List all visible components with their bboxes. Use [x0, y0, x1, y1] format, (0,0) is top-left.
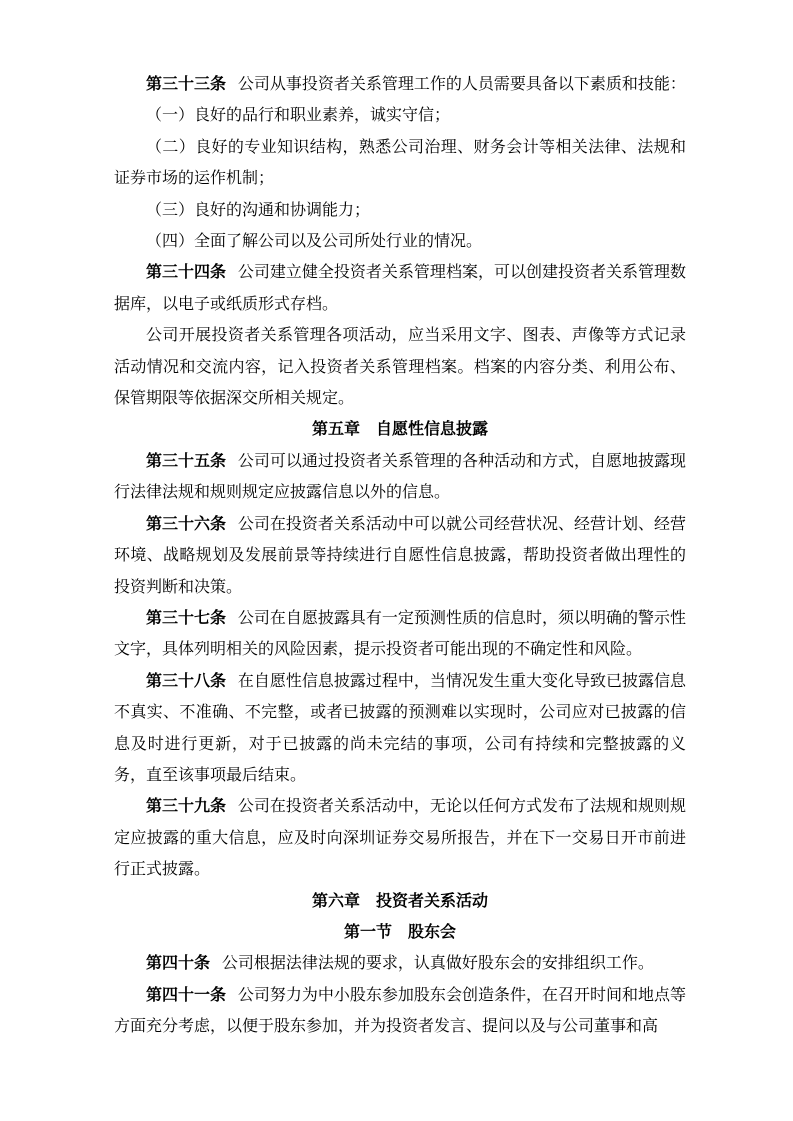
- article-41-text: 公司努力为中小股东参加股东会创造条件，在召开时间和地点等方面充分考虑，以便于股东参加，并为投资者发言、提问以及与公司董事和高: [114, 986, 686, 1036]
- article-33-item-4: [114, 226, 686, 257]
- article-39-number: 第三十九条: [146, 798, 227, 816]
- article-35-number: 第三十五条: [146, 452, 227, 470]
- article-33-number: 第三十三条: [146, 76, 227, 93]
- article-41-paragraph: [114, 980, 686, 1043]
- article-35-paragraph: [114, 446, 686, 509]
- article-37-number: 第三十七条: [146, 609, 227, 627]
- article-34-paragraph-2-text: 公司开展投资者关系管理各项活动，应当采用文字、图表、声像等方式记录活动情况和交流内容，记入投资者关系管理档案。档案的内容分类、利用公布、保管期限等依据深交所相关规定。: [114, 327, 686, 408]
- article-34-paragraph-2: [114, 320, 686, 414]
- article-34-paragraph: [114, 257, 686, 320]
- article-33-item-2: [114, 132, 686, 195]
- article-34-number: 第三十四条: [146, 264, 227, 282]
- article-33-item-1-text: （一）良好的品行和职业素养，诚实守信；: [146, 107, 451, 125]
- article-33-paragraph: [114, 69, 686, 100]
- article-33-text: 公司从事投资者关系管理工作的人员需要具备以下素质和技能：: [237, 76, 686, 93]
- article-38-paragraph: [114, 666, 686, 792]
- article-33-item-1: [114, 100, 686, 131]
- article-36-number: 第三十六条: [146, 515, 227, 533]
- article-36-text: 公司在投资者关系活动中可以就公司经营状况、经营计划、经营环境、战略规划及发展前景等持续进行自愿性信息披露，帮助投资者做出理性的投资判断和决策。: [114, 515, 686, 596]
- chapter-6-heading: 第六章 投资者关系活动: [311, 892, 488, 910]
- article-33-item-2-text: （二）良好的专业知识结构，熟悉公司治理、财务会计等相关法律、法规和证券市场的运作机制；: [114, 138, 686, 188]
- article-39-paragraph: [114, 791, 686, 885]
- article-36-paragraph: [114, 509, 686, 603]
- article-34-text: 公司建立健全投资者关系管理档案，可以创建投资者关系管理数据库，以电子或纸质形式存档。: [114, 264, 686, 313]
- article-40-number: 第四十条: [146, 955, 211, 973]
- article-37-text: 公司在自愿披露具有一定预测性质的信息时，须以明确的警示性文字，具体列明相关的风险因素，提示投资者可能出现的不确定性和风险。: [114, 609, 686, 659]
- chapter-5-heading: 第五章 自愿性信息披露: [311, 421, 488, 439]
- article-41-number: 第四十一条: [146, 986, 227, 1004]
- section-1-heading: 第一节 股东会: [343, 923, 456, 941]
- article-40-paragraph: [114, 948, 686, 979]
- article-33-item-3-text: （三）良好的沟通和协调能力；: [146, 201, 371, 219]
- article-33-item-3: [114, 195, 686, 226]
- article-37-paragraph: [114, 603, 686, 666]
- article-33-item-4-text: （四）全面了解公司以及公司所处行业的情况。: [146, 233, 483, 251]
- article-38-text: 在自愿性信息披露过程中，当情况发生重大变化导致已披露信息不真实、不准确、不完整，或者已披露的预测难以实现时，公司应对已披露的信息及时进行更新，对于已披露的尚未完结的事项，公司有持续和完整披露的义务，直至该事项最后结束。: [114, 672, 686, 784]
- article-40-text: 公司根据法律法规的要求，认真做好股东会的安排组织工作。: [221, 955, 654, 973]
- article-39-text: 公司在投资者关系活动中，无论以任何方式发布了法规和规则规定应披露的重大信息，应及时向深圳证券交易所报告，并在下一交易日开市前进行正式披露。: [114, 798, 686, 879]
- article-35-text: 公司可以通过投资者关系管理的各种活动和方式，自愿地披露现行法律法规和规则规定应披露信息以外的信息。: [114, 452, 686, 502]
- article-38-number: 第三十八条: [146, 672, 227, 690]
